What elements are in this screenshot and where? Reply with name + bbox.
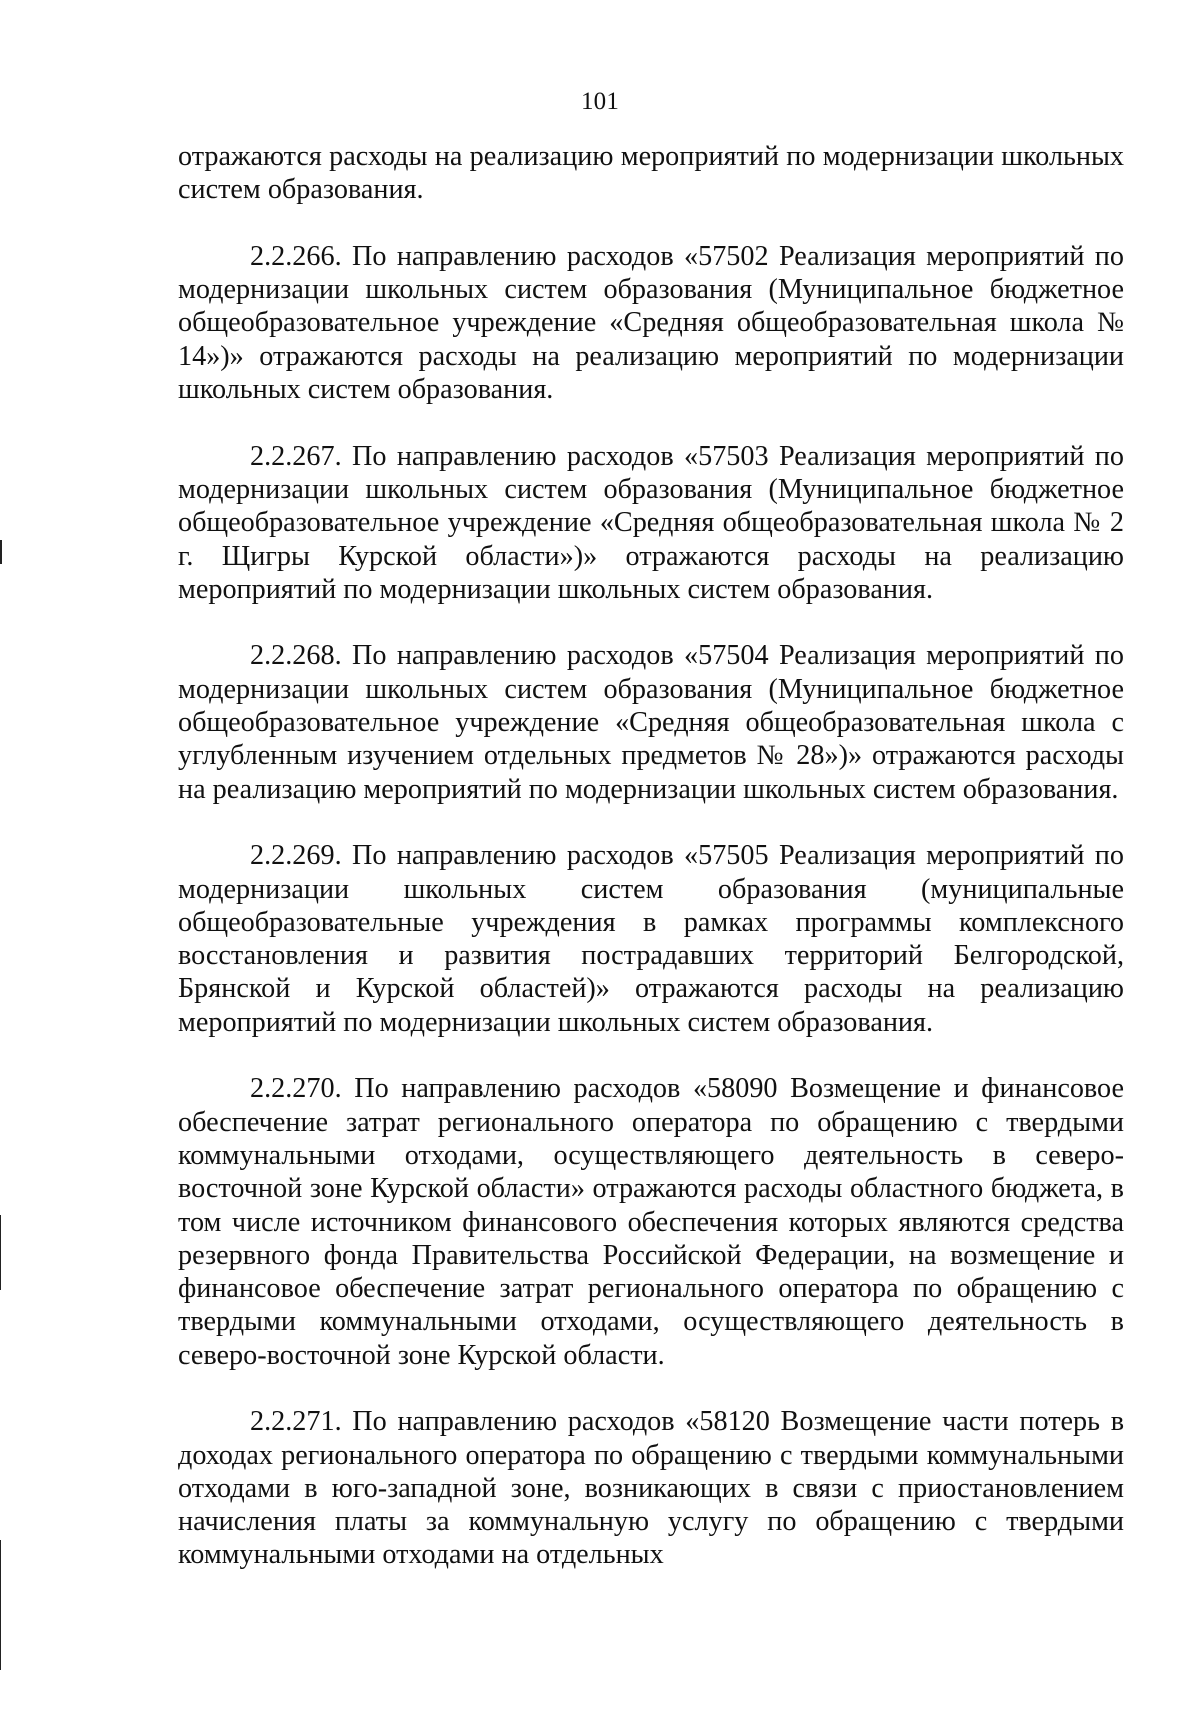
paragraph-2-2-269: 2.2.269. По направлению расходов «57505 Реализация мероприятий по модернизации школьных систем образования (муниципальные общеобразовательные учреждения в рамках программы комплексного восстановления и развития пострадавших территорий Белгородской, Брянской и Курской областей)» отражаются расходы на реализацию мероприятий по модернизации школьных систем образования. <box>178 840 1124 1038</box>
scan-edge-mark-middle <box>0 1215 1 1290</box>
paragraph-2-2-271: 2.2.271. По направлению расходов «58120 Возмещение части потерь в доходах регионального оператора по обращению с твердыми коммунальными отходами в юго-западной зоне, возникающих в связи с приостановлением начисления платы за коммунальную услугу по обращению с твердыми коммунальными отходами на отдельных <box>178 1406 1124 1571</box>
paragraph-continuation: отражаются расходы на реализацию мероприятий по модернизации школьных систем образования. <box>178 141 1124 206</box>
paragraph-2-2-268: 2.2.268. По направлению расходов «57504 Реализация мероприятий по модернизации школьных систем образования (Муниципальное бюджетное общеобразовательное учреждение «Средняя общеобразовательная школа с углубленным изучением отдельных предметов № 28»)» отражаются расходы на реализацию мероприятий по модернизации школьных систем образования. <box>178 640 1124 805</box>
scan-edge-mark-top <box>0 540 2 564</box>
page-number: 101 <box>580 88 620 115</box>
document-body <box>178 140 1124 1605</box>
scan-edge-mark-bottom <box>0 1540 1 1670</box>
paragraph-2-2-270: 2.2.270. По направлению расходов «58090 Возмещение и финансовое обеспечение затрат регионального оператора по обращению с твердыми коммунальными отходами, осуществляющего деятельность в северо-восточной зоне Курской области» отражаются расходы областного бюджета, в том числе источником финансового обеспечения которых являются средства резервного фонда Правительства Российской Федерации, на возмещение и финансовое обеспечение затрат регионального оператора по обращению с твердыми коммунальными отходами, осуществляющего деятельность в северо-восточной зоне Курской области. <box>178 1073 1124 1371</box>
paragraph-2-2-266: 2.2.266. По направлению расходов «57502 Реализация мероприятий по модернизации школьных систем образования (Муниципальное бюджетное общеобразовательное учреждение «Средняя общеобразовательная школа № 14»)» отражаются расходы на реализацию мероприятий по модернизации школьных систем образования. <box>178 240 1124 406</box>
paragraph-2-2-267: 2.2.267. По направлению расходов «57503 Реализация мероприятий по модернизации школьных систем образования (Муниципальное бюджетное общеобразовательное учреждение «Средняя общеобразовательная школа № 2 г. Щигры Курской области»)» отражаются расходы на реализацию мероприятий по модернизации школьных систем образования. <box>178 440 1124 605</box>
